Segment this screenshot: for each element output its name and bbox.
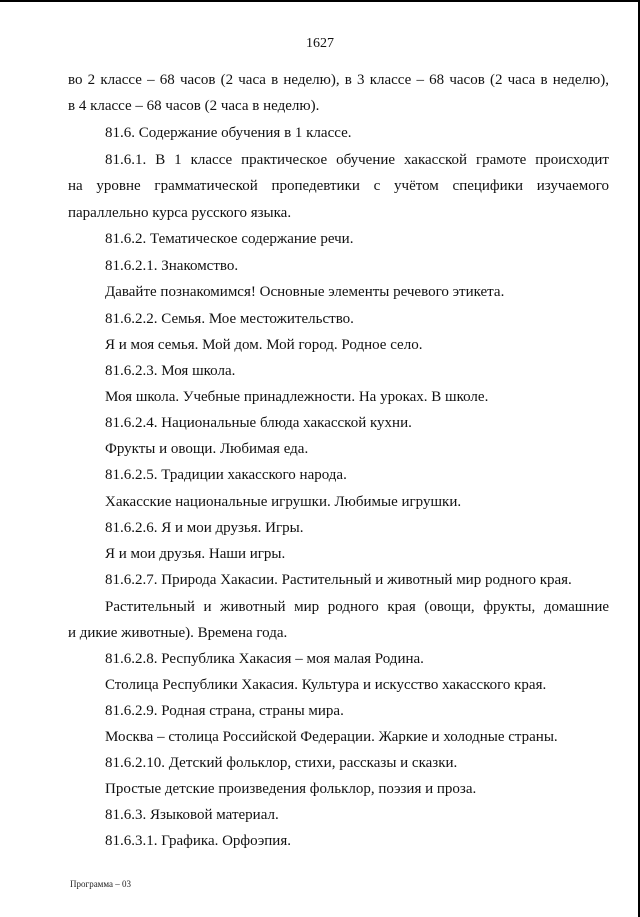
text-line: Я и мои друзья. Наши игры. xyxy=(105,546,286,562)
text-line: 81.6.2.10. Детский фольклор, стихи, рассказы и сказки. xyxy=(105,755,458,771)
page-number: 1627 xyxy=(306,36,334,51)
text-line: 81.6.2.2. Семья. Мое местожительство. xyxy=(105,311,354,327)
text-line: 81.6.2. Тематическое содержание речи. xyxy=(105,231,354,247)
text-line: Фрукты и овощи. Любимая еда. xyxy=(105,441,309,457)
text-line: 81.6.2.5. Традиции хакасского народа. xyxy=(105,467,347,483)
page-border-top xyxy=(0,0,640,2)
text-line: 81.6.2.4. Национальные блюда хакасской кухни. xyxy=(105,415,412,431)
text-line: 81.6.1. В 1 классе практическое обучение хакасской грамоте происходит xyxy=(105,152,609,168)
text-line: Москва – столица Российской Федерации. Жаркие и холодные страны. xyxy=(105,729,558,745)
text-line: Простые детские произведения фольклор, поэзия и проза. xyxy=(105,781,477,797)
text-line: Я и моя семья. Мой дом. Мой город. Родное село. xyxy=(105,337,423,353)
text-line: и дикие животные). Времена года. xyxy=(68,625,288,641)
text-line: параллельно курса русского языка. xyxy=(68,205,292,221)
text-line: во 2 классе – 68 часов (2 часа в неделю), в 3 классе – 68 часов (2 часа в неделю), xyxy=(68,72,609,88)
text-line: 81.6. Содержание обучения в 1 классе. xyxy=(105,125,352,141)
text-line: 81.6.2.7. Природа Хакасии. Растительный и животный мир родного края. xyxy=(105,572,572,588)
text-line: 81.6.2.3. Моя школа. xyxy=(105,363,236,379)
text-line: 81.6.2.8. Республика Хакасия – моя малая Родина. xyxy=(105,651,424,667)
text-line: 81.6.3.1. Графика. Орфоэпия. xyxy=(105,833,291,849)
footer-label: Программа – 03 xyxy=(70,879,132,889)
text-line: Столица Республики Хакасия. Культура и искусство хакасского края. xyxy=(105,677,547,693)
text-line: Моя школа. Учебные принадлежности. На уроках. В школе. xyxy=(105,389,489,405)
text-line: Растительный и животный мир родного края (овощи, фрукты, домашние xyxy=(105,599,609,615)
text-line: в 4 классе – 68 часов (2 часа в неделю). xyxy=(68,98,320,114)
text-line: 81.6.2.9. Родная страна, страны мира. xyxy=(105,703,344,719)
text-line: Хакасские национальные игрушки. Любимые игрушки. xyxy=(105,494,462,510)
text-line: 81.6.2.6. Я и мои друзья. Игры. xyxy=(105,520,304,536)
text-line: Давайте познакомимся! Основные элементы речевого этикета. xyxy=(105,284,505,300)
text-line: 81.6.3. Языковой материал. xyxy=(105,807,279,823)
text-line: 81.6.2.1. Знакомство. xyxy=(105,258,239,274)
text-line: на уровне грамматической пропедевтики с учётом специфики изучаемого xyxy=(68,178,609,194)
